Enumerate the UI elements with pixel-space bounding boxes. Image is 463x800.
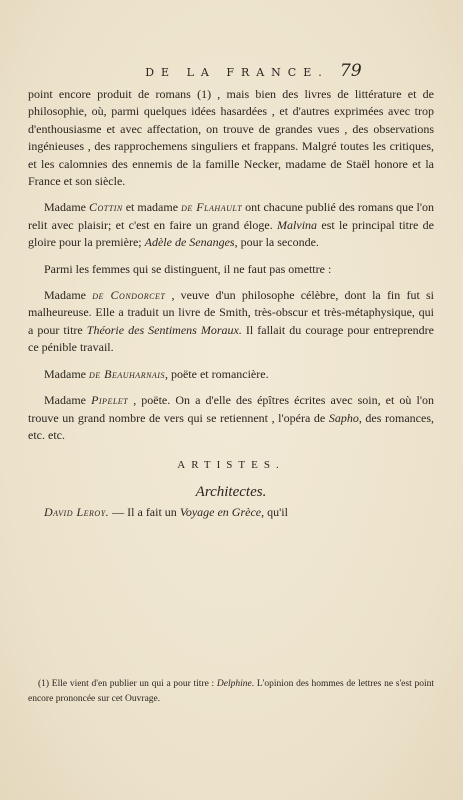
text-span: Madame — [44, 288, 93, 303]
text-span: (1) Elle vient d'en publier un qui a pour titre : — [38, 679, 217, 689]
book-title-delphine: Delphine — [216, 679, 252, 689]
paragraph-parmi: Parmi les femmes qui se distinguent, il ne faut pas omettre : — [44, 261, 332, 276]
author-name-leroy: David Leroy. — [44, 505, 110, 520]
paragraph-pipelet — [28, 392, 434, 444]
author-name-beauharnais: de Beauharnais — [88, 366, 165, 381]
paragraph-beauharnais — [28, 366, 434, 383]
opera-title-sapho: Sapho — [328, 410, 359, 425]
paragraph-stael: point encore produit de romans (1) , mais bien des livres de littérature et de philosophie, où, parmi quelques idées hasardées , et d'autres exprimées avec trop d'enthousiasme et avec affectation, on trouve de grandes vues , des observations ingénieuses , des rapprochemens singuliers et frappans. Malgré toutes les critiques, et les calomnies des ennemis de la famille Necker, madame de Staël honore et la France et son siècle. — [28, 87, 434, 189]
text-span: — Il a fait un — [109, 505, 180, 520]
text-span: Madame — [44, 393, 92, 408]
main-text — [28, 86, 434, 522]
text-span: Madame — [44, 200, 90, 215]
book-title-adele: Adèle de Senanges — [144, 235, 235, 250]
text-span: ont chacune publié des romans que l'on relit avec plaisir; et c'est en faire un grand éloge. — [28, 200, 435, 232]
book-title-malvina: Malvina — [277, 217, 318, 232]
paragraph-cottin-flahault — [28, 199, 434, 251]
text-span: Il fallait du courage pour entreprendre ce pénible travail. — [28, 322, 434, 355]
paragraph-leroy — [28, 504, 434, 521]
subsection-heading-architectes: Architectes. — [195, 483, 267, 500]
text-span: , veuve d'un philosophe célèbre, dont la fin fut si malheureuse. Elle a traduit un livre de Smith, très-obscur et très-métaphysique, qui a pour titre — [28, 288, 434, 337]
text-span: . L'opinion des hommes de lettres ne s'est point encore prononcée sur cet Ouvrage. — [28, 679, 434, 704]
author-name-flahault: de Flahault — [181, 200, 243, 215]
author-name-pipelet: Pipelet — [91, 393, 129, 408]
author-name-condorcet: de Condorcet — [92, 288, 166, 303]
text-span: et madame — [122, 200, 182, 215]
author-name-cottin: Cottin — [89, 200, 123, 215]
text-span: , qu'il — [261, 505, 288, 520]
book-title-voyage: Voyage en Grèce — [179, 505, 262, 520]
text-span: , des romances, etc. etc. — [28, 410, 435, 442]
text-span: Madame — [44, 366, 89, 381]
section-heading-artistes: ARTISTES. — [177, 459, 285, 472]
book-title-theorie: Théorie des Sentimens Moraux. — [86, 322, 242, 337]
running-title: DE LA FRANCE. — [145, 66, 329, 79]
paragraph-condorcet — [28, 287, 434, 357]
text-span: , poëte et romancière. — [164, 366, 269, 381]
text-span: est le principal titre de gloire pour la première; — [28, 217, 434, 250]
footnote-text — [28, 677, 434, 707]
footnote — [28, 677, 434, 707]
page-number: 79 — [340, 61, 362, 81]
text-span: , pour la seconde. — [234, 235, 319, 250]
text-span: , poëte. On a d'elle des épîtres écrites avec soin, et où l'on trouve un grand nombre de vers qui se retiennent , l'opéra de — [28, 393, 434, 425]
